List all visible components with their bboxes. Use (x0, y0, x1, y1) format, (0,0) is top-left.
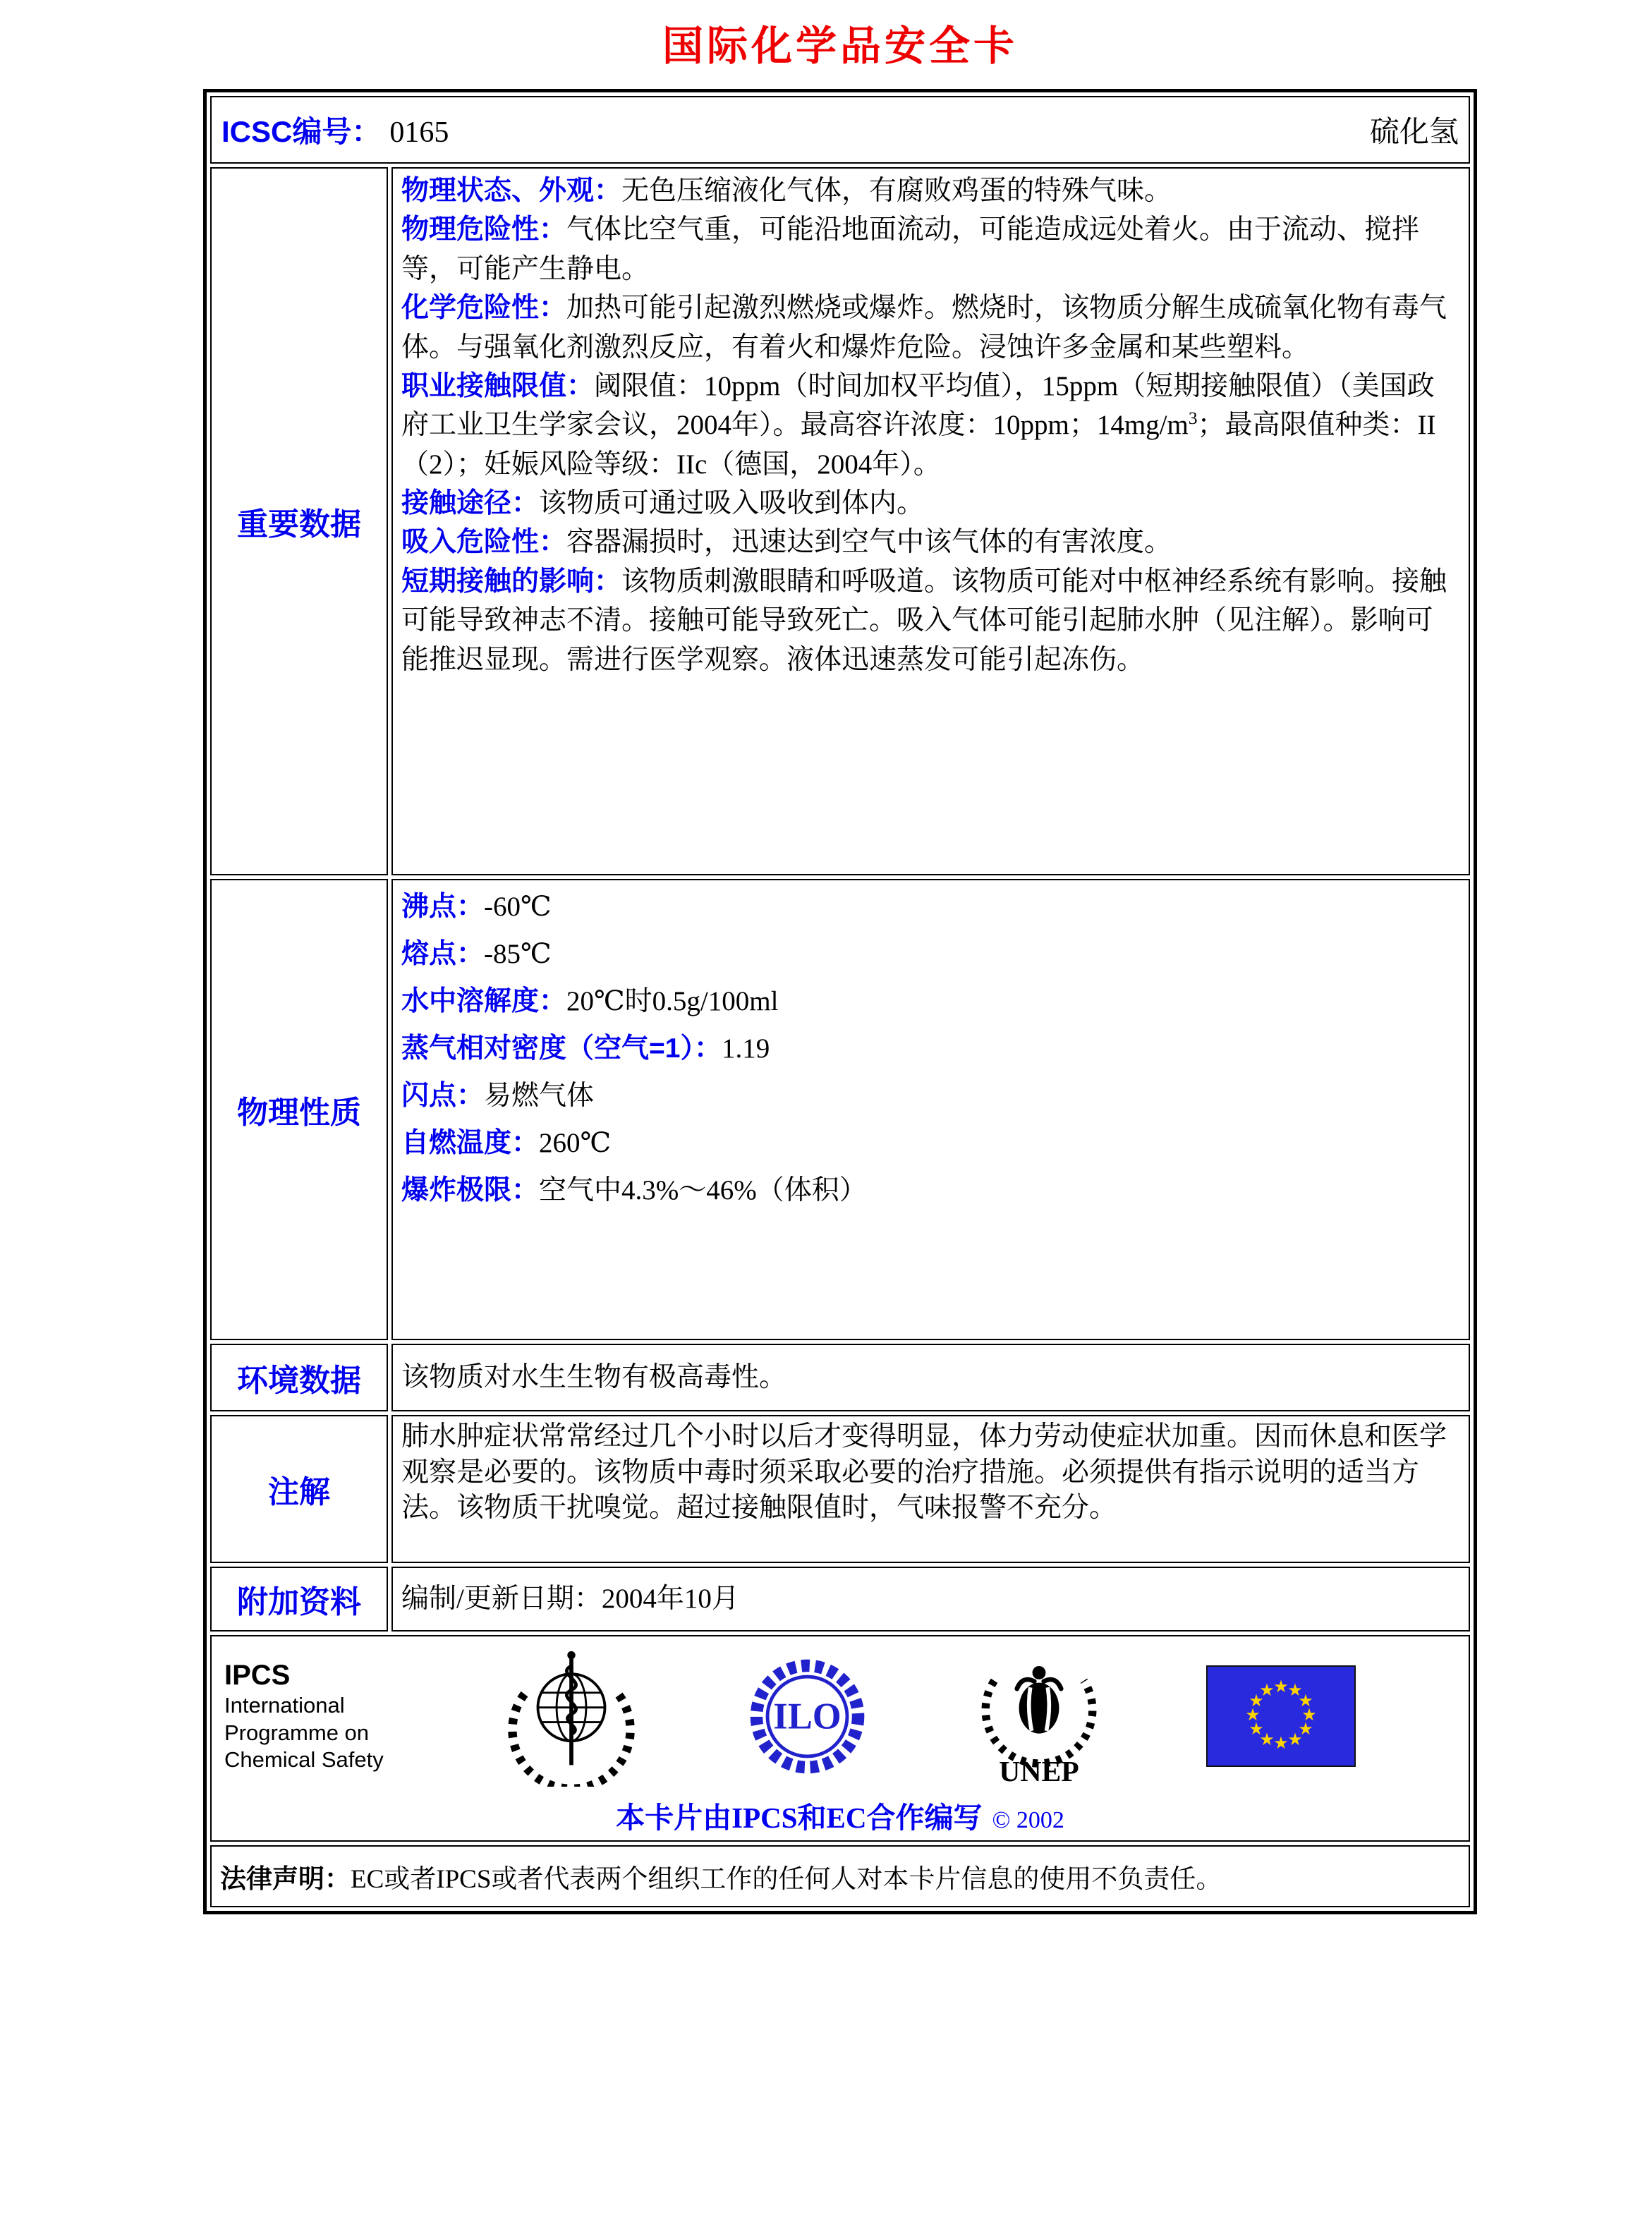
notes-text: 肺水肿症状常常经过几个小时以后才变得明显，体力劳动使症状加重。因而休息和医学观察是必要的。该物质中毒时须采取必要的治疗措施。必须提供有指示说明的适当方法。该物质干扰嗅觉。超过接触限值时，气味报警不充分。 (401, 1421, 1447, 1524)
svg-text:★: ★ (1287, 1680, 1303, 1700)
physical-item-value: 1.19 (721, 1033, 770, 1064)
copyright-text: © 2002 (992, 1807, 1064, 1833)
important-item-text-cont: ；最高限值种类：II（2）；妊娠风险等级：IIc（德国，2004年）。 (401, 410, 1436, 480)
important-item-label: 化学危险性： (401, 293, 567, 324)
physical-item-label: 闪点： (401, 1081, 485, 1112)
icsc-number-group (221, 109, 449, 151)
section-content-important-data (391, 167, 1470, 875)
table-row-physical-properties (210, 879, 1470, 1340)
ilo-letters: ILO (772, 1696, 842, 1737)
physical-item (401, 1119, 1460, 1167)
important-item-label: 短期接触的影响： (401, 566, 622, 597)
section-label-additional-info: 附加资料 (210, 1567, 388, 1632)
important-item-label: 物理状态、外观： (401, 176, 622, 206)
physical-item-label: 沸点： (401, 892, 485, 922)
ipcs-line3: Chemical Safety (224, 1747, 384, 1773)
svg-text:★: ★ (1259, 1730, 1275, 1749)
section-content-notes (391, 1415, 1470, 1563)
chemical-name: 硫化氢 (1369, 116, 1459, 149)
eu-flag-icon (1206, 1665, 1356, 1767)
physical-item (401, 1167, 1460, 1214)
important-item (401, 288, 1460, 367)
important-item (401, 523, 1460, 561)
important-item-text: 容器漏损时，迅速达到空气中该气体的有害浓度。 (566, 527, 1172, 558)
section-label-important-data: 重要数据 (210, 167, 388, 875)
table-row-additional-info (210, 1567, 1470, 1632)
svg-text:★: ★ (1259, 1680, 1275, 1700)
superscript: 3 (1188, 408, 1198, 429)
svg-text:★: ★ (1301, 1705, 1317, 1725)
section-content-physical-properties (391, 879, 1470, 1340)
physical-item (401, 1025, 1460, 1072)
document-body (203, 13, 1477, 1914)
physical-item-label: 爆炸极限： (401, 1175, 540, 1206)
physical-item-value: 易燃气体 (484, 1081, 595, 1112)
unep-logo-icon (976, 1639, 1103, 1793)
physical-item (401, 1072, 1460, 1119)
table-row-logos (210, 1635, 1470, 1842)
icsc-number-label: ICSC编号： (221, 115, 382, 148)
environmental-text: 该物质对水生生物有极高毒性。 (401, 1362, 787, 1393)
additional-info-text: 编制/更新日期：2004年10月 (401, 1584, 739, 1615)
important-item-label: 吸入危险性： (401, 527, 567, 558)
important-item (401, 171, 1460, 210)
logos-cell (210, 1635, 1470, 1842)
page-title: 国际化学品安全卡 (662, 23, 1018, 69)
header-cell (210, 96, 1470, 164)
ipcs-text-block (224, 1658, 401, 1774)
svg-text:★: ★ (1298, 1719, 1313, 1739)
physical-item-label: 蒸气相对密度（空气=1）： (401, 1033, 722, 1064)
important-item-text: 该物质刺激眼睛和呼吸道。该物质可能对中枢神经系统有影响。接触可能导致神志不清。接触可能导致死亡。吸入气体可能引起肺水肿（见注解）。影响可能推迟显现。需进行医学观察。液体迅速蒸发可能引起冻伤。 (401, 566, 1447, 675)
cooperation-caption (219, 1794, 1462, 1836)
ilo-logo-icon (742, 1651, 873, 1782)
legal-text: EC或者IPCS或者代表两个组织工作的任何人对本卡片信息的使用不负责任。 (351, 1865, 1222, 1894)
important-item-text: 加热可能引起激烈燃烧或爆炸。燃烧时，该物质分解生成硫氧化物有毒气体。与强氧化剂激烈反应，有着火和爆炸危险。浸蚀许多金属和某些塑料。 (401, 293, 1447, 363)
physical-item-value: -60℃ (484, 892, 552, 922)
important-item (401, 210, 1460, 288)
physical-item-value: 空气中4.3%～46%（体积） (539, 1175, 867, 1206)
svg-text:★: ★ (1273, 1677, 1289, 1696)
important-item (401, 367, 1460, 484)
table-row-notes (210, 1415, 1470, 1563)
section-label-environmental-data: 环境数据 (210, 1344, 388, 1411)
physical-item-label: 水中溶解度： (401, 986, 567, 1017)
icsc-table (203, 89, 1477, 1914)
physical-item-value: -85℃ (484, 939, 552, 970)
section-label-notes: 注解 (210, 1415, 388, 1563)
important-item-text: 该物质可通过吸入吸收到体内。 (539, 488, 925, 518)
svg-text:★: ★ (1298, 1691, 1313, 1711)
legal-label: 法律声明： (220, 1864, 351, 1893)
logo-strip (219, 1641, 1462, 1789)
ipcs-acronym: IPCS (224, 1659, 291, 1691)
important-item-text: 气体比空气重，可能沿地面流动，可能造成远处着火。由于流动、搅拌等，可能产生静电。 (401, 214, 1420, 284)
cooperation-caption-text: 本卡片由IPCS和EC合作编写 (616, 1801, 983, 1834)
svg-text:★: ★ (1249, 1719, 1264, 1739)
icsc-number-value: 0165 (389, 116, 449, 149)
physical-item (401, 978, 1460, 1025)
important-item (401, 562, 1460, 679)
legal-cell (210, 1845, 1470, 1907)
physical-item-label: 熔点： (401, 939, 485, 970)
table-row-important-data (210, 167, 1470, 875)
unep-letters: UNEP (999, 1755, 1079, 1788)
section-content-environmental-data (391, 1344, 1470, 1411)
svg-text:★: ★ (1287, 1730, 1303, 1749)
important-item-label: 职业接触限值： (401, 370, 595, 401)
physical-item (401, 883, 1460, 930)
svg-text:★: ★ (1249, 1691, 1264, 1711)
physical-item-label: 自燃温度： (401, 1128, 540, 1159)
important-item-label: 接触途径： (401, 488, 540, 518)
svg-text:★: ★ (1245, 1705, 1261, 1725)
important-item-label: 物理危险性： (401, 214, 567, 245)
physical-item-value: 260℃ (539, 1128, 612, 1159)
svg-text:★: ★ (1273, 1733, 1289, 1753)
section-label-physical-properties: 物理性质 (210, 879, 388, 1340)
physical-item (401, 930, 1460, 978)
table-row-legal (210, 1845, 1470, 1907)
section-content-additional-info (391, 1567, 1470, 1632)
important-item-text: 阈限值：10ppm（时间加权平均值），15ppm（短期接触限值）（美国政府工业卫生学家会议，2004年）。最高容许浓度：10ppm；14mg/m (401, 370, 1435, 441)
table-row-environmental-data (210, 1344, 1470, 1411)
physical-item-value: 20℃时0.5g/100ml (566, 986, 779, 1017)
important-item-text: 无色压缩液化气体，有腐败鸡蛋的特殊气味。 (621, 176, 1172, 206)
table-row-header (210, 96, 1470, 164)
ipcs-line1: International (224, 1692, 345, 1718)
ipcs-line2: Programme on (224, 1720, 370, 1745)
important-item (401, 484, 1460, 523)
who-logo-icon (504, 1646, 638, 1787)
